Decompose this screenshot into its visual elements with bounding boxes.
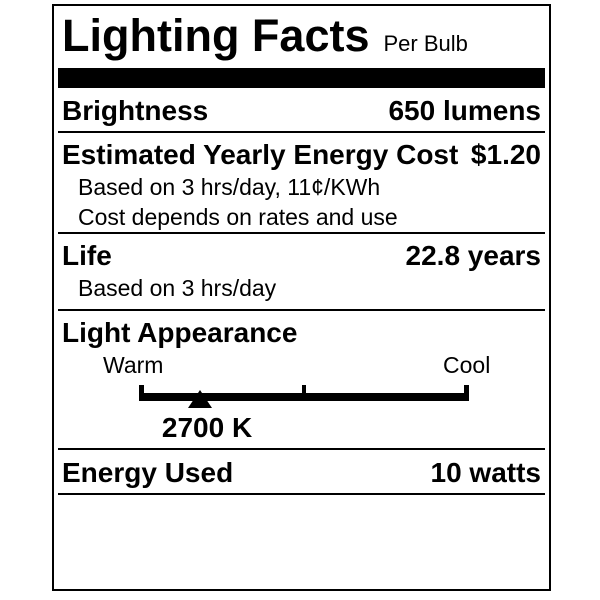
lighting-facts-label — [52, 4, 551, 591]
energy-used-label: Energy Used — [62, 457, 234, 488]
energy-cost-value: $1.20 — [470, 139, 541, 170]
scale-marker — [188, 390, 212, 408]
life-section — [54, 234, 549, 309]
label-header — [54, 6, 549, 62]
scale-middle-tick — [302, 385, 306, 401]
energy-cost-note-disclaimer: Cost depends on rates and use — [78, 204, 398, 230]
brightness-value: 650 lumens — [388, 95, 541, 126]
light-appearance-section — [54, 311, 549, 446]
energy-cost-section — [54, 133, 549, 232]
energy-used-value: 10 watts — [430, 457, 541, 488]
life-value: 22.8 years — [405, 240, 541, 271]
energy-used-row — [54, 450, 549, 493]
light-appearance-label: Light Appearance — [62, 317, 298, 348]
page-title: Lighting Facts — [62, 10, 370, 61]
light-appearance-scale — [54, 350, 549, 446]
brightness-label: Brightness — [62, 95, 209, 126]
brightness-row — [54, 88, 549, 131]
title-subtitle: Per Bulb — [383, 31, 468, 56]
energy-cost-row — [54, 133, 549, 172]
divider — [58, 493, 545, 495]
life-row — [54, 234, 549, 273]
cool-label: Cool — [443, 352, 491, 378]
scale-right-cap — [464, 385, 469, 401]
life-label: Life — [62, 240, 112, 271]
energy-cost-note-basis: Based on 3 hrs/day, 11¢/KWh — [78, 174, 381, 200]
energy-cost-label: Estimated Yearly Energy Cost — [62, 139, 459, 170]
warm-label: Warm — [103, 352, 164, 378]
kelvin-label: 2700 K — [161, 412, 253, 443]
life-note-basis: Based on 3 hrs/day — [78, 275, 277, 301]
header-bar — [58, 68, 545, 88]
